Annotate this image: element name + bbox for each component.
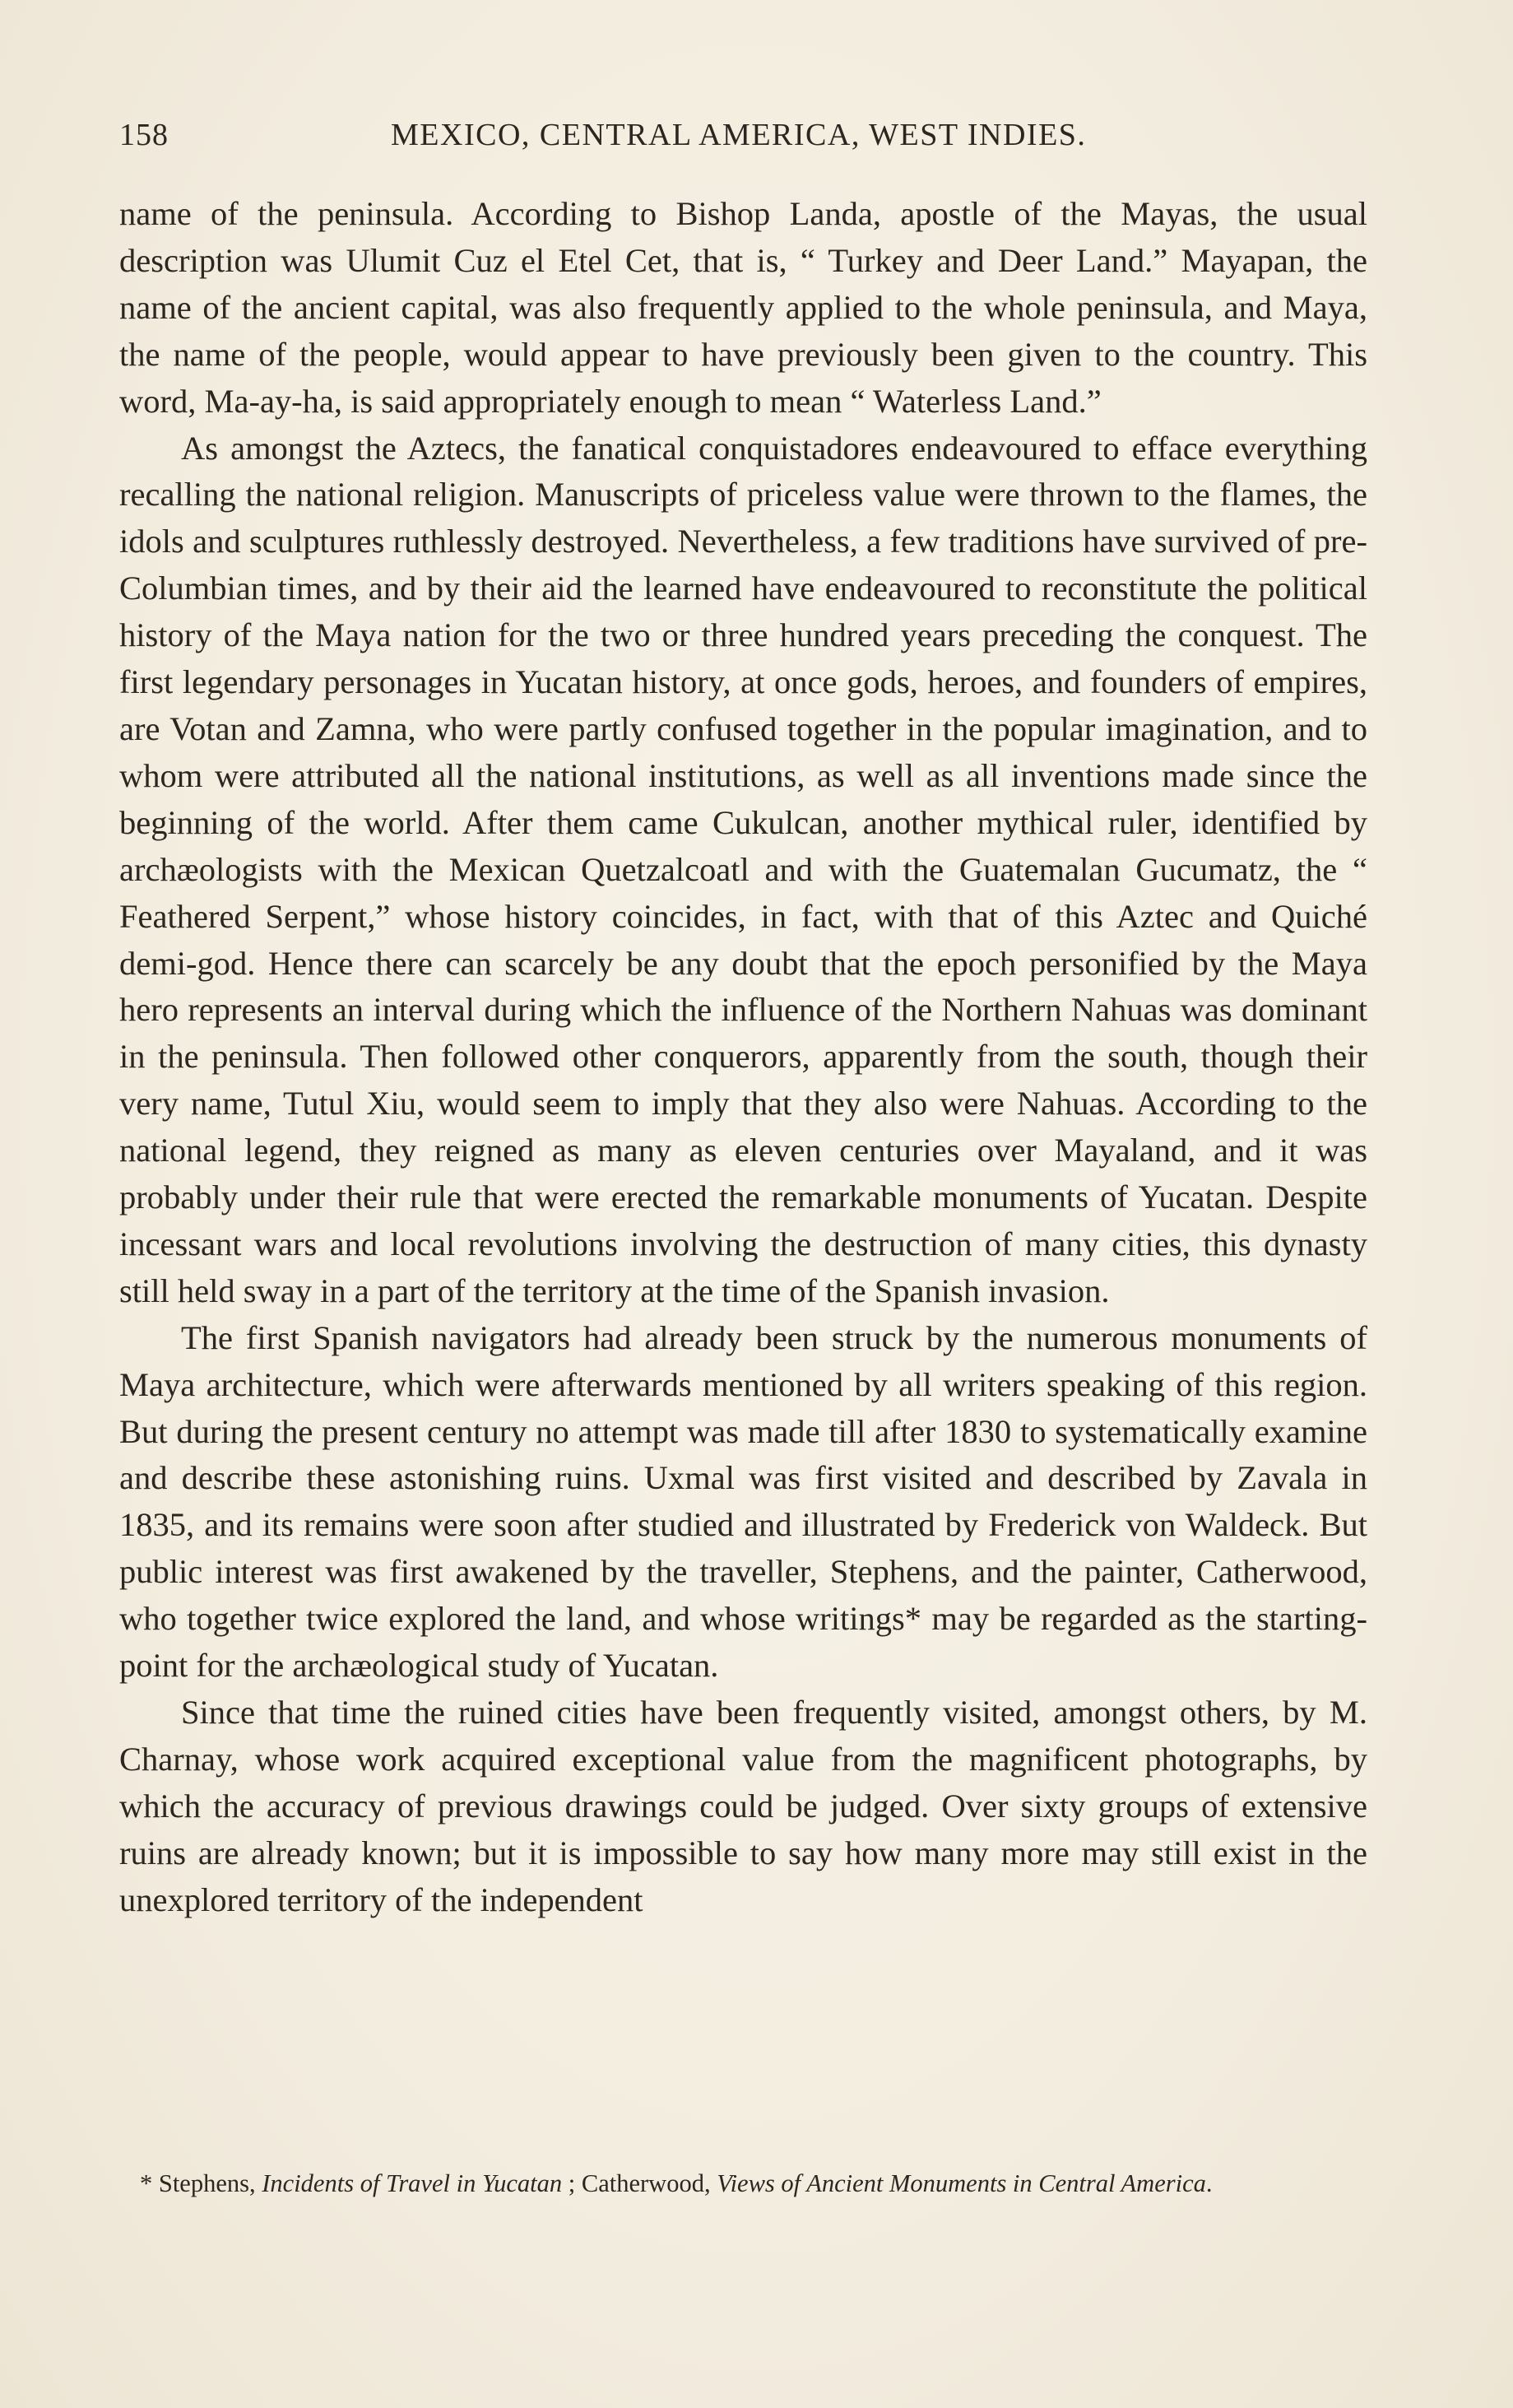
footnote-end: .	[1205, 2169, 1213, 2197]
paragraph-maya-history: As amongst the Aztecs, the fanatical conquistadores endeavoured to efface everything recalling the national religion. Manuscripts of priceless value were thrown to the flames, the idols and sculptures ruthlessly destroyed. Nevertheless, a few traditions have survived of pre-Columbian times, and by their aid the learned have endeavoured to reconstitute the political history of the Maya nation for the two or three hundred years preceding the conquest. The first legendary personages in Yucatan history, at once gods, heroes, and founders of empires, are Votan and Zamna, who were partly confused together in the popular imagination, and to whom were attributed all the national institutions, as well as all inventions made since the beginning of the world. After them came Cukulcan, another mythical ruler, identified by archæologists with the Mexican Quetzalcoatl and with the Guatemalan Gucumatz, the “ Feathered Serpent,” whose history coincides, in fact, with that of this Aztec and Quiché demi-god. Hence there can scarcely be any doubt that the epoch personified by the Maya hero represents an interval during which the influence of the Northern Nahuas was dominant in the peninsula. Then followed other conquerors, apparently from the south, though their very name, Tutul Xiu, would seem to imply that they also were Nahuas. According to the national legend, they reigned as many as eleven centuries over Mayaland, and it was probably under their rule that were erected the remarkable monuments of Yucatan. Despite incessant wars and local revolutions involving the destruction of many cities, this dynasty still held sway in a part of the territory at the time of the Spanish invasion.	[119, 429, 1367, 1309]
paragraph-continuation: name of the peninsula. According to Bishop Landa, apostle of the Mayas, the usual description was Ulumit Cuz el Etel Cet, that is, “ Turkey and Deer Land.” Mayapan, the name of the ancient capital, was also frequently applied to the whole peninsula, and Maya, the name of the people, would appear to have previously been given to the country. This word, Ma-ay-ha, is said appropriately enough to mean “ Waterless Land.”	[119, 195, 1367, 420]
footnote-title-stephens: Incidents of Travel in Yucatan	[262, 2169, 563, 2197]
running-head	[119, 117, 1107, 166]
footnote-title-catherwood: Views of Ancient Monuments in Central America	[717, 2169, 1206, 2197]
page-number: 158	[119, 118, 169, 152]
running-title: MEXICO, CENTRAL AMERICA, WEST INDIES.	[391, 118, 1087, 152]
footnote-separator: ; Catherwood,	[562, 2169, 717, 2197]
paragraph-ruined-cities: Since that time the ruined cities have been frequently visited, amongst others, by M. Charnay, whose work acquired exceptional value from the magnificent photographs, by which the accuracy of previous drawings could be judged. Over sixty groups of extensive ruins are already known; but it is impossible to say how many more may still exist in the unexplored territory of the independent	[119, 1694, 1367, 1918]
footnote-marker: * Stephens,	[140, 2169, 262, 2197]
body-text	[119, 191, 1367, 1924]
paragraph-explorers: The first Spanish navigators had already been struck by the numerous monuments of Maya architecture, which were afterwards mentioned by all writers speaking of this region. But during the present century no attempt was made till after 1830 to systematically examine and describe these astonishing ruins. Uxmal was first visited and described by Zavala in 1835, and its remains were soon after studied and illustrated by Frederick von Waldeck. But public interest was first awakened by the traveller, Stephens, and the painter, Catherwood, who together twice explored the land, and whose writings* may be regarded as the starting-point for the archæological study of Yucatan.	[119, 1318, 1367, 1685]
footnote	[119, 2167, 1367, 2201]
